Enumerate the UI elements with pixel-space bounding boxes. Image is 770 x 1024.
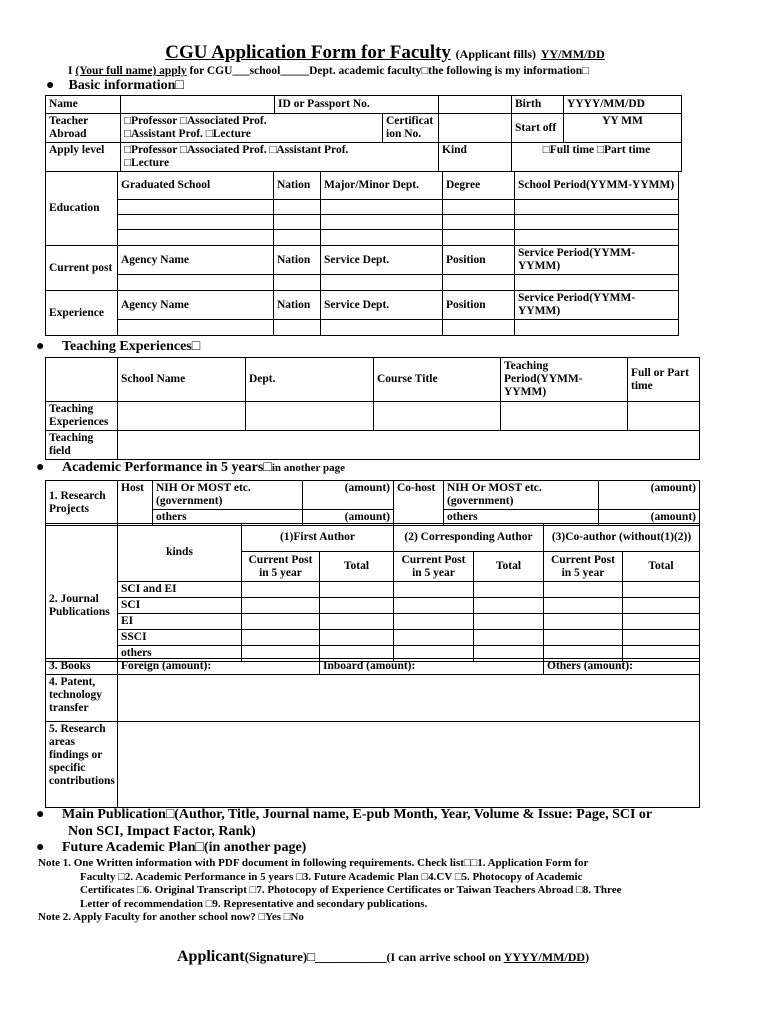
edu-cell[interactable] xyxy=(515,230,679,246)
applicant-label: Applicant xyxy=(177,948,245,965)
current-cell[interactable] xyxy=(118,275,274,291)
journal-cell[interactable] xyxy=(623,598,700,614)
co-current-post: Current Post in 5 year xyxy=(544,552,623,582)
teaching-col-dept: Dept. xyxy=(246,358,374,402)
main-publication xyxy=(36,806,736,840)
journal-cell[interactable] xyxy=(320,614,394,630)
exp-col-position: Position xyxy=(443,291,515,320)
journal-cell[interactable] xyxy=(474,582,544,598)
name-field[interactable] xyxy=(121,96,275,114)
teacher-abroad-opts-2[interactable]: □Assistant Prof. □Lecture xyxy=(124,128,251,140)
edu-cell[interactable] xyxy=(118,230,274,246)
intro-pre: I xyxy=(68,65,73,77)
education-label: Education xyxy=(46,172,118,246)
teaching-heading-text: Teaching Experiences□ xyxy=(61,339,201,354)
exp-cell[interactable] xyxy=(274,320,321,336)
future-plan-text: Future Academic Plan□(in another page) xyxy=(61,840,307,855)
cohost-nih-amount[interactable]: (amount) xyxy=(599,481,700,510)
exp-cell[interactable] xyxy=(443,320,515,336)
kind-ei: EI xyxy=(118,614,242,630)
teaching-col-period: Teaching Period(YYMM-YYMM) xyxy=(501,358,628,402)
edu-cell[interactable] xyxy=(118,215,274,230)
journal-cell[interactable] xyxy=(320,598,394,614)
edu-cell[interactable] xyxy=(274,200,321,215)
edu-cell[interactable] xyxy=(274,215,321,230)
journal-cell[interactable] xyxy=(623,630,700,646)
exp-col-agency: Agency Name xyxy=(118,291,274,320)
start-field[interactable]: YY MM xyxy=(564,114,682,143)
edu-col-nation: Nation xyxy=(274,172,321,200)
edu-col-degree: Degree xyxy=(443,172,515,200)
academic-heading-text: Academic Performance in 5 years□ xyxy=(61,460,272,475)
notes xyxy=(38,857,738,925)
research-projects-table xyxy=(45,480,700,526)
journal-cell[interactable] xyxy=(394,598,474,614)
current-col-position: Position xyxy=(443,246,515,275)
future-plan xyxy=(36,840,306,856)
journal-table xyxy=(45,523,700,662)
teaching-col-type: Full or Part time xyxy=(628,358,700,402)
exp-col-nation: Nation xyxy=(274,291,321,320)
teaching-cell[interactable] xyxy=(246,402,374,431)
title-text: CGU Application Form for Faculty xyxy=(165,42,451,63)
books-foreign[interactable]: Foreign (amount): xyxy=(118,659,320,675)
bullet-icon: ● xyxy=(36,807,45,822)
kind-others: others xyxy=(118,646,242,662)
arrive-close: ) xyxy=(585,950,590,964)
journal-cell[interactable] xyxy=(242,614,320,630)
experience-label: Experience xyxy=(46,291,118,336)
edu-col-school: Graduated School xyxy=(118,172,274,200)
host-label: Host xyxy=(118,481,153,526)
co-author-header: (3)Co-author (without(1)(2)) xyxy=(544,524,700,552)
basic-info-table xyxy=(45,95,682,172)
edu-cell[interactable] xyxy=(443,230,515,246)
id-label: ID or Passport No. xyxy=(275,96,439,114)
journal-cell[interactable] xyxy=(394,582,474,598)
bullet-icon: ● xyxy=(36,840,45,855)
teaching-cell[interactable] xyxy=(501,402,628,431)
teaching-experiences-label: Teaching Experiences xyxy=(46,402,118,431)
exp-col-period: Service Period(YYMM-YYMM) xyxy=(515,291,679,320)
teaching-field-label: Teaching field xyxy=(46,431,118,460)
birth-label: Birth xyxy=(512,96,564,114)
signature-field[interactable]: (Signature)□___________ xyxy=(244,949,387,964)
teaching-col-course: Course Title xyxy=(374,358,501,402)
note1-line2: Faculty □2. Academic Performance in 5 years □3. Future Academic Plan □4.CV □5. Photocopy of Academic xyxy=(80,870,583,883)
edu-col-period: School Period(YYMM-YYMM) xyxy=(515,172,679,200)
teacher-abroad-label: Teacher Abroad xyxy=(46,114,121,143)
note2: Note 2. Apply Faculty for another school now? □Yes □No xyxy=(38,911,304,923)
main-pub-line2: Non SCI, Impact Factor, Rank) xyxy=(68,824,256,839)
arrive-text: (I can arrive school on xyxy=(386,950,502,964)
journal-cell[interactable] xyxy=(242,582,320,598)
journal-cell[interactable] xyxy=(474,614,544,630)
journal-cell[interactable] xyxy=(474,598,544,614)
edu-cell[interactable] xyxy=(321,230,443,246)
journal-label: 2. Journal Publications xyxy=(46,524,118,662)
basic-heading-text: Basic information□ xyxy=(68,78,184,93)
host-nih-amount[interactable]: (amount) xyxy=(303,481,394,510)
current-cell[interactable] xyxy=(515,275,679,291)
edu-cell[interactable] xyxy=(443,200,515,215)
books-inboard[interactable]: Inboard (amount): xyxy=(320,659,544,675)
first-author-header: (1)First Author xyxy=(242,524,394,552)
edu-cell[interactable] xyxy=(321,215,443,230)
books-table xyxy=(45,658,700,808)
teaching-cell[interactable] xyxy=(374,402,501,431)
cohost-others-label: others xyxy=(444,510,599,526)
teaching-table xyxy=(45,357,700,460)
first-current-post: Current Post in 5 year xyxy=(242,552,320,582)
form-title xyxy=(0,42,770,64)
books-label: 3. Books xyxy=(46,659,118,675)
first-total: Total xyxy=(320,552,394,582)
patent-label: 4. Patent, technology transfer xyxy=(46,675,118,722)
exp-cell[interactable] xyxy=(118,320,274,336)
edu-cell[interactable] xyxy=(515,200,679,215)
apply-level-opts-1[interactable]: □Professor □Associated Prof. □Assistant Prof. xyxy=(124,144,349,156)
journal-cell[interactable] xyxy=(544,630,623,646)
education-table xyxy=(45,171,679,336)
start-label: Start off xyxy=(512,114,564,143)
kind-options[interactable]: □Full time □Part time xyxy=(512,143,682,172)
host-others-label: others xyxy=(153,510,303,526)
intro-rest: for CGU___school_____Dept. academic faculty□the following is my information□ xyxy=(189,65,590,77)
research-projects-label: 1. Research Projects xyxy=(46,481,118,526)
teaching-field-input[interactable] xyxy=(118,431,700,460)
main-pub-line1: Main Publication□(Author, Title, Journal name, E-pub Month, Year, Volume & Issue: Page, SCI or xyxy=(61,807,653,822)
kind-sci: SCI xyxy=(118,598,242,614)
research-areas-input[interactable] xyxy=(118,722,700,808)
teaching-corner-cell xyxy=(46,358,118,402)
bullet-icon: ● xyxy=(36,460,45,475)
current-cell[interactable] xyxy=(321,275,443,291)
cert-field[interactable] xyxy=(439,114,512,143)
host-nih-label: NIH Or MOST etc. (government) xyxy=(153,481,303,510)
name-label: Name xyxy=(46,96,121,114)
apply-level-opts-2[interactable]: □Lecture xyxy=(124,157,170,169)
corresponding-author-header: (2) Corresponding Author xyxy=(394,524,544,552)
current-col-period: Service Period(YYMM-YYMM) xyxy=(515,246,679,275)
bullet-icon: ● xyxy=(46,78,55,93)
bullet-icon: ● xyxy=(36,339,45,354)
books-others[interactable]: Others (amount): xyxy=(544,659,700,675)
journal-cell[interactable] xyxy=(623,614,700,630)
signature-line xyxy=(177,948,589,966)
journal-cell[interactable] xyxy=(544,582,623,598)
teaching-cell[interactable] xyxy=(628,402,700,431)
intro-line xyxy=(68,65,589,77)
cohost-nih-label: NIH Or MOST etc. (government) xyxy=(444,481,599,510)
journal-cell[interactable] xyxy=(242,630,320,646)
journal-cell[interactable] xyxy=(242,598,320,614)
edu-col-major: Major/Minor Dept. xyxy=(321,172,443,200)
journal-cell[interactable] xyxy=(394,630,474,646)
journal-cell[interactable] xyxy=(474,630,544,646)
intro-name: (Your full name) apply xyxy=(75,65,187,77)
title-date-format: YY/MM/DD xyxy=(540,47,605,61)
cert-label: Certificat ion No. xyxy=(383,114,439,143)
edu-cell[interactable] xyxy=(515,215,679,230)
edu-cell[interactable] xyxy=(118,200,274,215)
research-areas-label: 5. Research areas findings or specific contributions xyxy=(46,722,118,808)
current-col-agency: Agency Name xyxy=(118,246,274,275)
edu-cell[interactable] xyxy=(443,215,515,230)
journal-cell[interactable] xyxy=(394,614,474,630)
co-total: Total xyxy=(623,552,700,582)
note1-line3: Certificates □6. Original Transcript □7. Photocopy of Experience Certificates or Taiwan Teachers Abroad □8. Three xyxy=(80,884,622,896)
current-col-nation: Nation xyxy=(274,246,321,275)
current-cell[interactable] xyxy=(274,275,321,291)
birth-field[interactable]: YYYY/MM/DD xyxy=(564,96,682,114)
corr-total: Total xyxy=(474,552,544,582)
apply-level-label: Apply level xyxy=(46,143,121,172)
arrive-date[interactable]: YYYY/MM/DD xyxy=(503,950,586,964)
host-others-amount[interactable]: (amount) xyxy=(303,510,394,526)
patent-input[interactable] xyxy=(118,675,700,722)
edu-cell[interactable] xyxy=(321,200,443,215)
exp-cell[interactable] xyxy=(321,320,443,336)
kind-sci-ei: SCI and EI xyxy=(118,582,242,598)
current-cell[interactable] xyxy=(443,275,515,291)
teaching-cell[interactable] xyxy=(118,402,246,431)
teacher-abroad-options[interactable] xyxy=(121,114,383,143)
kinds-label: kinds xyxy=(118,524,242,582)
journal-cell[interactable] xyxy=(320,582,394,598)
note1-line1: Note 1. One Written information with PDF document in following requirements. Check list□□1. Application Form for xyxy=(38,857,589,869)
journal-cell[interactable] xyxy=(320,630,394,646)
academic-heading xyxy=(36,460,345,476)
id-field[interactable] xyxy=(439,96,512,114)
exp-col-dept: Service Dept. xyxy=(321,291,443,320)
journal-cell[interactable] xyxy=(623,582,700,598)
cohost-others-amount[interactable]: (amount) xyxy=(599,510,700,526)
teacher-abroad-opts-1[interactable]: □Professor □Associated Prof. xyxy=(124,115,267,127)
basic-heading xyxy=(46,78,184,94)
note1-line4: Letter of recommendation □9. Representative and secondary publications. xyxy=(80,897,428,910)
edu-cell[interactable] xyxy=(274,230,321,246)
cohost-label: Co-host xyxy=(394,481,444,526)
current-col-dept: Service Dept. xyxy=(321,246,443,275)
journal-cell[interactable] xyxy=(544,598,623,614)
teaching-heading xyxy=(36,339,200,355)
current-post-label: Current post xyxy=(46,246,118,291)
kind-label: Kind xyxy=(439,143,512,172)
academic-heading-note: in another page xyxy=(271,462,345,474)
kind-ssci: SSCI xyxy=(118,630,242,646)
journal-cell[interactable] xyxy=(544,614,623,630)
exp-cell[interactable] xyxy=(515,320,679,336)
corr-current-post: Current Post in 5 year xyxy=(394,552,474,582)
teaching-col-school: School Name xyxy=(118,358,246,402)
title-note: (Applicant fills) xyxy=(455,47,537,61)
apply-level-options[interactable] xyxy=(121,143,439,172)
